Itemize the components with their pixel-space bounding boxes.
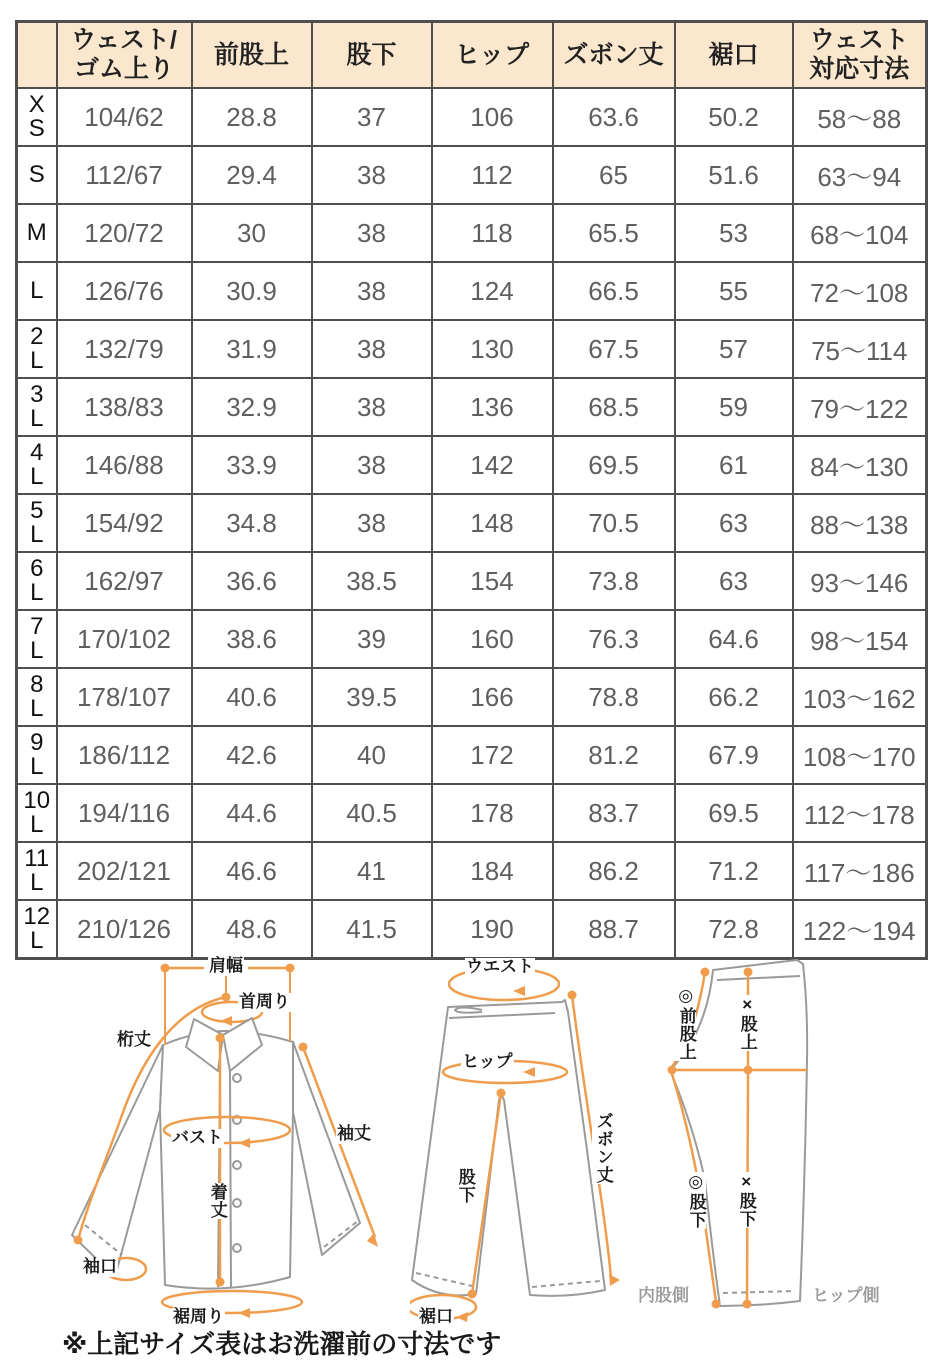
table-row: [17, 262, 927, 320]
table-row: [17, 784, 927, 842]
column-header-hip: ヒップ: [432, 22, 553, 89]
table-row: [17, 436, 927, 494]
measurement-cell: 29.4: [192, 146, 312, 204]
measurement-cell: 58～88: [793, 88, 927, 146]
measurement-cell: 136: [432, 378, 553, 436]
measurement-cell: 202/121: [57, 842, 192, 900]
table-row: [17, 494, 927, 552]
wash-note: ※上記サイズ表はお洗濯前の寸法です: [62, 1329, 502, 1359]
label-pants-length: ズボン丈: [593, 1112, 613, 1184]
measurement-cell: 63.6: [553, 88, 675, 146]
measurement-cell: 38: [312, 262, 432, 320]
measurement-cell: 34.8: [192, 494, 312, 552]
column-header-pants-length: ズボン丈: [553, 22, 675, 89]
column-header-front-rise: 前股上: [192, 22, 312, 89]
measurement-cell: 38: [312, 204, 432, 262]
row-size-label: 10 L: [17, 784, 57, 842]
measurement-cell: 124: [432, 262, 553, 320]
measurement-cell: 38: [312, 320, 432, 378]
measurement-cell: 40: [312, 726, 432, 784]
measurement-cell: 38: [312, 436, 432, 494]
row-size-label: 2 L: [17, 320, 57, 378]
label-sleeve-length: 袖丈: [337, 1124, 371, 1143]
row-size-label: 7 L: [17, 610, 57, 668]
table-row: [17, 842, 927, 900]
measurement-cell: 83.7: [553, 784, 675, 842]
measurement-cell: 51.6: [675, 146, 793, 204]
measurement-cell: 146/88: [57, 436, 192, 494]
measurement-cell: 72～108: [793, 262, 927, 320]
measurement-cell: 93～146: [793, 552, 927, 610]
label-cuff-opening: 袖口: [83, 1257, 117, 1276]
row-size-label: 8 L: [17, 668, 57, 726]
measurement-cell: 154: [432, 552, 553, 610]
measurement-cell: 117～186: [793, 842, 927, 900]
measurement-cell: 28.8: [192, 88, 312, 146]
row-size-label: 11 L: [17, 842, 57, 900]
table-row: [17, 726, 927, 784]
row-size-label: 12 L: [17, 900, 57, 959]
measurement-cell: 88.7: [553, 900, 675, 959]
label-side-inseam-b: ×股下: [736, 1172, 756, 1228]
measurement-cell: 112～178: [793, 784, 927, 842]
measurement-cell: 57: [675, 320, 793, 378]
measurement-cell: 104/62: [57, 88, 192, 146]
table-row: [17, 668, 927, 726]
measurement-cell: 55: [675, 262, 793, 320]
measurement-cell: 162/97: [57, 552, 192, 610]
measurement-cell: 66.5: [553, 262, 675, 320]
label-yuki-length: 桁丈: [117, 1030, 151, 1049]
column-header-waist-range: ウェスト 対応寸法: [793, 22, 927, 89]
label-hip-side: ヒップ側: [812, 1286, 880, 1305]
measurement-cell: 39.5: [312, 668, 432, 726]
label-bust: バスト: [172, 1128, 223, 1147]
pajama-top-diagram: [60, 955, 390, 1327]
measurement-cell: 39: [312, 610, 432, 668]
row-size-label: M: [17, 204, 57, 262]
measurement-cell: 118: [432, 204, 553, 262]
measurement-cell: 142: [432, 436, 553, 494]
measurement-cell: 138/83: [57, 378, 192, 436]
size-table-body: [17, 88, 927, 959]
measurement-cell: 170/102: [57, 610, 192, 668]
row-size-label: 3 L: [17, 378, 57, 436]
label-inner-thigh-side: 内股側: [638, 1286, 689, 1305]
measurement-cell: 63～94: [793, 146, 927, 204]
measurement-cell: 86.2: [553, 842, 675, 900]
label-side-inseam-a: ◎股下: [686, 1172, 706, 1229]
measurement-cell: 69.5: [553, 436, 675, 494]
measurement-cell: 37: [312, 88, 432, 146]
size-table: [15, 20, 928, 960]
measurement-cell: 166: [432, 668, 553, 726]
measurement-cell: 106: [432, 88, 553, 146]
label-neck-girth: 首周り: [239, 992, 290, 1011]
measurement-cell: 190: [432, 900, 553, 959]
table-row: [17, 146, 927, 204]
column-header-inseam: 股下: [312, 22, 432, 89]
measurement-cell: 30.9: [192, 262, 312, 320]
measurement-cell: 78.8: [553, 668, 675, 726]
measurement-cell: 67.5: [553, 320, 675, 378]
row-size-label: 6 L: [17, 552, 57, 610]
header-row: [17, 22, 927, 89]
measurement-cell: 73.8: [553, 552, 675, 610]
measurement-cell: 88～138: [793, 494, 927, 552]
measurement-cell: 122～194: [793, 900, 927, 959]
table-row: [17, 378, 927, 436]
pants-side-diagram: [635, 950, 940, 1340]
table-row: [17, 204, 927, 262]
measurement-cell: 103～162: [793, 668, 927, 726]
measurement-cell: 72.8: [675, 900, 793, 959]
measurement-cell: 160: [432, 610, 553, 668]
measurement-cell: 120/72: [57, 204, 192, 262]
measurement-cell: 186/112: [57, 726, 192, 784]
label-pants-waist: ウエスト: [466, 957, 534, 976]
measurement-cell: 36.6: [192, 552, 312, 610]
measurement-cell: 50.2: [675, 88, 793, 146]
measurement-cell: 40.6: [192, 668, 312, 726]
measurement-cell: 65: [553, 146, 675, 204]
measurement-cell: 65.5: [553, 204, 675, 262]
measurement-cell: 38: [312, 494, 432, 552]
measurement-cell: 42.6: [192, 726, 312, 784]
measurement-cell: 59: [675, 378, 793, 436]
measurement-cell: 44.6: [192, 784, 312, 842]
table-row: [17, 552, 927, 610]
measurement-cell: 68.5: [553, 378, 675, 436]
measurement-cell: 112/67: [57, 146, 192, 204]
label-side-front-rise: ◎前股上: [676, 986, 696, 1061]
measurement-cell: 68～104: [793, 204, 927, 262]
measurement-cell: 31.9: [192, 320, 312, 378]
measurement-cell: 70.5: [553, 494, 675, 552]
measurement-cell: 30: [192, 204, 312, 262]
measurement-cell: 210/126: [57, 900, 192, 959]
pajama-top-outline: [72, 1018, 360, 1289]
measurement-cell: 178/107: [57, 668, 192, 726]
measurement-cell: 38.5: [312, 552, 432, 610]
measurement-cell: 84～130: [793, 436, 927, 494]
measurement-cell: 32.9: [192, 378, 312, 436]
table-row: [17, 610, 927, 668]
measurement-cell: 63: [675, 552, 793, 610]
row-size-label: S: [17, 146, 57, 204]
measurement-cell: 178: [432, 784, 553, 842]
measurement-cell: 38.6: [192, 610, 312, 668]
measurement-cell: 172: [432, 726, 553, 784]
measurement-cell: 66.2: [675, 668, 793, 726]
measurement-cell: 184: [432, 842, 553, 900]
measurement-cell: 154/92: [57, 494, 192, 552]
measurement-cell: 130: [432, 320, 553, 378]
measurement-cell: 69.5: [675, 784, 793, 842]
measurement-cell: 61: [675, 436, 793, 494]
column-header-hem-opening: 裾口: [675, 22, 793, 89]
measurement-cell: 126/76: [57, 262, 192, 320]
table-row: [17, 320, 927, 378]
row-size-label: L: [17, 262, 57, 320]
measurement-cell: 79～122: [793, 378, 927, 436]
measurement-cell: 108～170: [793, 726, 927, 784]
column-header-waist-elastic: ウェスト/ ゴム上り: [57, 22, 192, 89]
measurement-cell: 64.6: [675, 610, 793, 668]
measurement-cell: 38: [312, 146, 432, 204]
label-body-length: 着丈: [207, 1183, 227, 1219]
measurement-cell: 40.5: [312, 784, 432, 842]
measurement-cell: 148: [432, 494, 553, 552]
measurement-cell: 71.2: [675, 842, 793, 900]
measurement-cell: 76.3: [553, 610, 675, 668]
column-header-size: [17, 22, 57, 89]
measurement-cell: 53: [675, 204, 793, 262]
measurement-cell: 75～114: [793, 320, 927, 378]
measurement-cell: 81.2: [553, 726, 675, 784]
measurement-cell: 41.5: [312, 900, 432, 959]
row-size-label: X S: [17, 88, 57, 146]
measurement-cell: 112: [432, 146, 553, 204]
label-shoulder-width: 肩幅: [209, 956, 243, 975]
measurement-cell: 63: [675, 494, 793, 552]
measurement-cell: 33.9: [192, 436, 312, 494]
label-pants-inseam: 股下: [455, 1168, 475, 1204]
label-side-rise: ×股上: [737, 995, 757, 1051]
pants-front-outline: [412, 1000, 605, 1296]
row-size-label: 5 L: [17, 494, 57, 552]
measurement-cell: 38: [312, 378, 432, 436]
measurement-cell: 46.6: [192, 842, 312, 900]
measurement-cell: 132/79: [57, 320, 192, 378]
measurement-cell: 48.6: [192, 900, 312, 959]
measurement-cell: 41: [312, 842, 432, 900]
label-pants-hip: ヒップ: [462, 1052, 513, 1071]
measurement-cell: 67.9: [675, 726, 793, 784]
row-size-label: 9 L: [17, 726, 57, 784]
row-size-label: 4 L: [17, 436, 57, 494]
table-row: [17, 88, 927, 146]
label-pants-hem-opening: 裾口: [419, 1307, 453, 1326]
measurement-cell: 194/116: [57, 784, 192, 842]
measurement-cell: 98～154: [793, 610, 927, 668]
label-hem-girth: 裾周り: [173, 1307, 224, 1326]
